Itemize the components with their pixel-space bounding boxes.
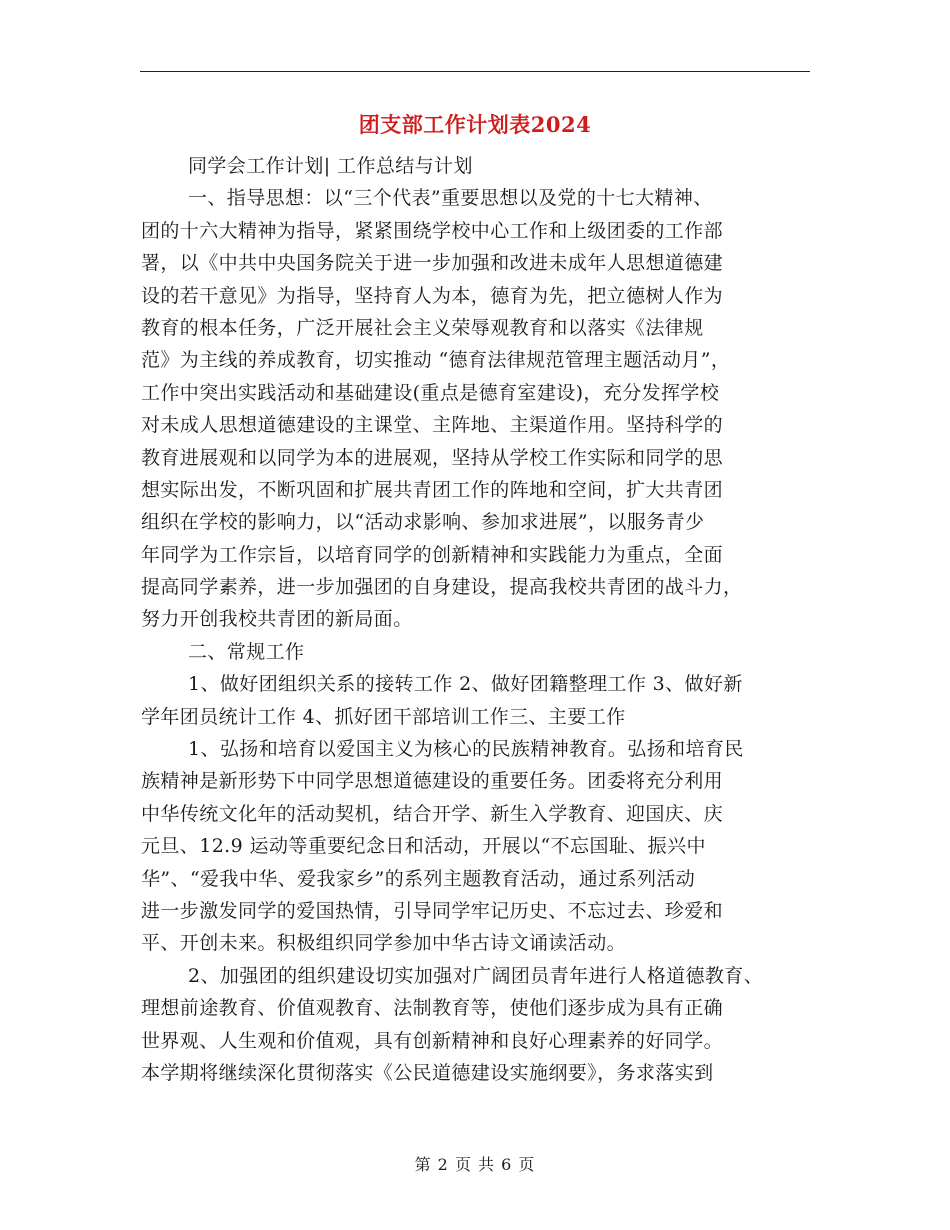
text-line: 1、弘扬和培育以爱国主义为核心的民族精神教育。弘扬和培育民 — [188, 738, 744, 761]
text-line: 本学期将继续深化贯彻落实《公民道德建设实施纲要》，务求落实到 — [141, 1061, 714, 1084]
text-line: 理想前途教育、价值观教育、法制教育等，使他们逐步成为具有正确 — [141, 997, 724, 1020]
text-line: 2、加强团的组织建设切实加强对广阔团员青年进行人格道德教育、 — [188, 964, 764, 987]
text-line: 提高同学素养，进一步加强团的自身建设，提高我校共青团的战斗力， — [141, 576, 743, 599]
document-title: 团支部工作计划表2024 — [358, 112, 592, 137]
text-line: 学年团员统计工作 4、抓好团干部培训工作三、主要工作 — [141, 705, 626, 728]
text-line: 进一步激发同学的爱国热情，引导同学牢记历史、不忘过去、珍爱和 — [141, 899, 724, 922]
text-line: 二、常规工作 — [188, 640, 305, 663]
text-line: 平、开创未来。积极组织同学参加中华古诗文诵读活动。 — [141, 932, 627, 955]
text-line: 团的十六大精神为指导，紧紧围绕学校中心工作和上级团委的工作部 — [141, 219, 724, 242]
text-line: 一、指导思想：以“三个代表”重要思想以及党的十七大精神、 — [188, 187, 713, 210]
text-line: 1、做好团组织关系的接转工作 2、做好团籍整理工作 3、做好新 — [188, 673, 743, 696]
text-line: 中华传统文化年的活动契机，结合开学、新生入学教育、迎国庆、庆 — [141, 802, 724, 825]
text-line: 世界观、人生观和价值观，具有创新精神和良好心理素养的好同学。 — [141, 1029, 724, 1052]
text-line: 教育的根本任务，广泛开展社会主义荣辱观教育和以落实《法律规 — [141, 316, 704, 339]
text-line: 设的若干意见》为指导，坚持育人为本，德育为先，把立德树人作为 — [141, 284, 724, 307]
text-line: 范》为主线的养成教育，切实推动 “德育法律规范管理主题活动月”， — [141, 349, 731, 372]
text-line: 工作中突出实践活动和基础建设(重点是德育室建设)，充分发挥学校 — [141, 381, 720, 404]
header-rule — [140, 71, 810, 72]
text-line: 华”、“爱我中华、爱我家乡”的系列主题教育活动，通过系列活动 — [141, 867, 696, 890]
text-line: 年同学为工作宗旨，以培育同学的创新精神和实践能力为重点，全面 — [141, 543, 724, 566]
text-line: 教育进展观和以同学为本的进展观，坚持从学校工作实际和同学的思 — [141, 446, 724, 469]
page-number-footer: 第 2 页 共 6 页 — [414, 1155, 536, 1174]
text-line: 努力开创我校共青团的新局面。 — [141, 608, 413, 631]
text-line: 署，以《中共中央国务院关于进一步加强和改进未成年人思想道德建 — [141, 252, 724, 275]
text-line: 元旦、12.9 运动等重要纪念日和活动，开展以“不忘国耻、振兴中 — [141, 835, 706, 858]
text-line: 族精神是新形势下中同学思想道德建设的重要任务。团委将充分利用 — [141, 770, 724, 793]
text-line: 组织在学校的影响力，以“活动求影响、参加求进展”，以服务青少 — [141, 511, 705, 534]
document-body — [141, 150, 821, 1089]
text-line: 同学会工作计划| 工作总结与计划 — [188, 155, 473, 177]
text-line: 想实际出发，不断巩固和扩展共青团工作的阵地和空间，扩大共青团 — [141, 478, 724, 501]
text-line: 对未成人思想道德建设的主课堂、主阵地、主渠道作用。坚持科学的 — [141, 414, 724, 437]
